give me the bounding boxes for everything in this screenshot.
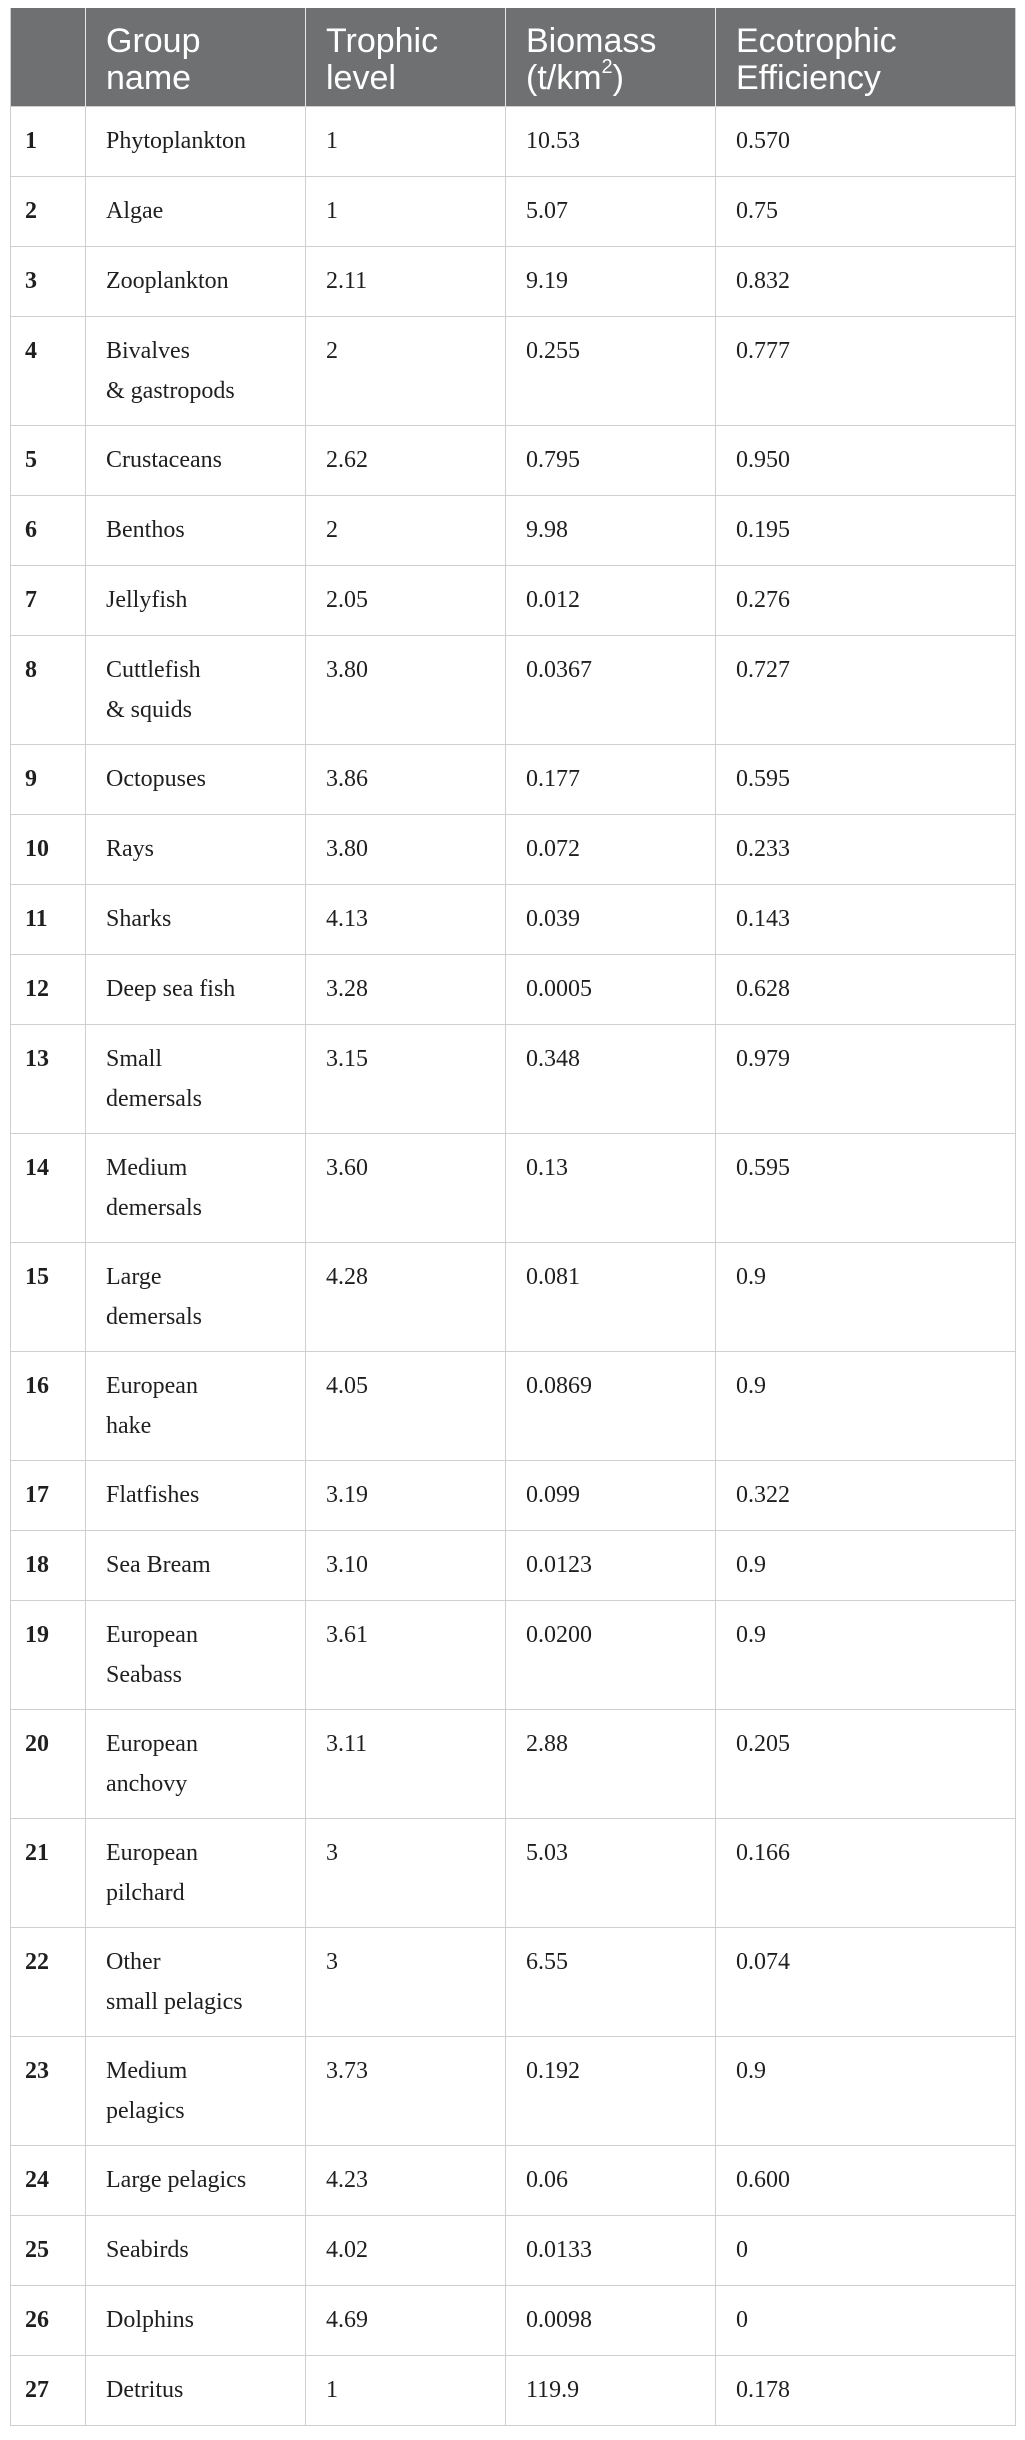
- table-row: [11, 107, 1016, 177]
- trophic-level-cell: 3.19: [306, 1461, 506, 1531]
- row-number-cell: 10: [11, 815, 86, 885]
- ecotrophic-efficiency-cell: 0.595: [716, 745, 1016, 815]
- group-name-cell: [86, 2356, 306, 2426]
- biomass-cell: 0.348: [506, 1025, 716, 1134]
- ecotrophic-efficiency-cell: 0.595: [716, 1134, 1016, 1243]
- row-number-cell: 12: [11, 955, 86, 1025]
- group-name-cell: [86, 1819, 306, 1928]
- group-name-line: Large: [106, 1264, 162, 1290]
- table-row: [11, 566, 1016, 636]
- group-name-line: Rays: [106, 836, 154, 862]
- group-name-cell: [86, 1601, 306, 1710]
- table-row: [11, 2356, 1016, 2426]
- trophic-level-cell: 4.05: [306, 1352, 506, 1461]
- row-number-cell: 16: [11, 1352, 86, 1461]
- group-name-cell: [86, 2146, 306, 2216]
- ecotrophic-efficiency-cell: 0.727: [716, 636, 1016, 745]
- header-ecotrophic-efficiency: Ecotrophic Efficiency: [716, 8, 1016, 107]
- group-name-line: Benthos: [106, 517, 185, 543]
- table-row: [11, 1134, 1016, 1243]
- group-name-line-2: pilchard: [106, 1880, 185, 1906]
- group-name-line: Deep sea fish: [106, 976, 236, 1002]
- table-row: [11, 1243, 1016, 1352]
- ecotrophic-efficiency-cell: 0.074: [716, 1928, 1016, 2037]
- trophic-level-cell: 4.28: [306, 1243, 506, 1352]
- row-number-cell: 22: [11, 1928, 86, 2037]
- row-number-cell: 15: [11, 1243, 86, 1352]
- trophic-level-cell: 4.23: [306, 2146, 506, 2216]
- trophic-level-cell: 2: [306, 317, 506, 426]
- table-row: [11, 1531, 1016, 1601]
- group-name-cell: [86, 247, 306, 317]
- group-name-line: Crustaceans: [106, 447, 222, 473]
- trophic-level-cell: 1: [306, 2356, 506, 2426]
- biomass-cell: 5.03: [506, 1819, 716, 1928]
- group-name-cell: [86, 317, 306, 426]
- biomass-cell: 0.13: [506, 1134, 716, 1243]
- ecotrophic-efficiency-cell: 0.777: [716, 317, 1016, 426]
- group-name-cell: [86, 2286, 306, 2356]
- ecotrophic-efficiency-cell: 0.600: [716, 2146, 1016, 2216]
- group-name-line: Sharks: [106, 906, 172, 932]
- group-name-line-2: small pelagics: [106, 1989, 243, 2015]
- header-biomass-superscript: 2: [601, 55, 613, 78]
- row-number-cell: 11: [11, 885, 86, 955]
- group-name-line-2: anchovy: [106, 1771, 188, 1797]
- trophic-level-cell: 3.80: [306, 636, 506, 745]
- trophic-level-cell: 3.11: [306, 1710, 506, 1819]
- table-row: [11, 1025, 1016, 1134]
- table-row: [11, 1601, 1016, 1710]
- table-row: [11, 1352, 1016, 1461]
- row-number-cell: 1: [11, 107, 86, 177]
- group-name-line: Zooplankton: [106, 268, 229, 294]
- row-number-cell: 20: [11, 1710, 86, 1819]
- trophic-level-cell: 2.11: [306, 247, 506, 317]
- group-name-line: Sea Bream: [106, 1552, 211, 1578]
- trophic-level-cell: 4.13: [306, 885, 506, 955]
- biomass-cell: 0.255: [506, 317, 716, 426]
- table-row: [11, 1710, 1016, 1819]
- group-name-cell: [86, 1352, 306, 1461]
- table-row: [11, 885, 1016, 955]
- ecotrophic-efficiency-cell: 0.143: [716, 885, 1016, 955]
- row-number-cell: 14: [11, 1134, 86, 1243]
- group-name-cell: [86, 636, 306, 745]
- table-row: [11, 1928, 1016, 2037]
- trophic-level-cell: 4.02: [306, 2216, 506, 2286]
- biomass-cell: 0.06: [506, 2146, 716, 2216]
- ecotrophic-efficiency-cell: 0.9: [716, 1352, 1016, 1461]
- table-header: [11, 8, 1016, 107]
- row-number-cell: 19: [11, 1601, 86, 1710]
- group-name-line: Bivalves: [106, 338, 190, 364]
- group-name-line: Jellyfish: [106, 587, 188, 613]
- biomass-cell: 10.53: [506, 107, 716, 177]
- group-name-line-2: Seabass: [106, 1662, 182, 1688]
- group-name-cell: [86, 2216, 306, 2286]
- row-number-cell: 25: [11, 2216, 86, 2286]
- biomass-cell: 0.0133: [506, 2216, 716, 2286]
- biomass-cell: 0.099: [506, 1461, 716, 1531]
- ecotrophic-efficiency-cell: 0.75: [716, 177, 1016, 247]
- group-name-line-2: demersals: [106, 1304, 202, 1330]
- group-name-cell: [86, 1025, 306, 1134]
- trophic-level-cell: 3.80: [306, 815, 506, 885]
- row-number-cell: 13: [11, 1025, 86, 1134]
- group-name-line: Large pelagics: [106, 2167, 247, 2193]
- group-name-line-2: demersals: [106, 1086, 202, 1112]
- row-number-cell: 26: [11, 2286, 86, 2356]
- group-name-line: Algae: [106, 198, 164, 224]
- table-row: [11, 247, 1016, 317]
- header-trophic-level: Trophic level: [306, 8, 506, 107]
- group-name-line: Flatfishes: [106, 1482, 200, 1508]
- table-row: [11, 426, 1016, 496]
- group-name-cell: [86, 885, 306, 955]
- trophic-level-cell: 4.69: [306, 2286, 506, 2356]
- biomass-cell: 0.0367: [506, 636, 716, 745]
- biomass-cell: 0.0098: [506, 2286, 716, 2356]
- table-row: [11, 955, 1016, 1025]
- biomass-cell: 5.07: [506, 177, 716, 247]
- biomass-cell: 0.0869: [506, 1352, 716, 1461]
- table-row: [11, 2216, 1016, 2286]
- group-name-cell: [86, 815, 306, 885]
- group-name-line-2: pelagics: [106, 2098, 185, 2124]
- biomass-cell: 2.88: [506, 1710, 716, 1819]
- header-number: [11, 8, 86, 107]
- table-row: [11, 177, 1016, 247]
- ecotrophic-efficiency-cell: 0.832: [716, 247, 1016, 317]
- biomass-cell: 0.0123: [506, 1531, 716, 1601]
- ecotrophic-efficiency-cell: 0.166: [716, 1819, 1016, 1928]
- biomass-cell: 9.98: [506, 496, 716, 566]
- ecotrophic-efficiency-cell: 0.979: [716, 1025, 1016, 1134]
- ecotrophic-efficiency-cell: 0.322: [716, 1461, 1016, 1531]
- trophic-level-cell: 1: [306, 107, 506, 177]
- row-number-cell: 27: [11, 2356, 86, 2426]
- trophic-level-cell: 3.73: [306, 2037, 506, 2146]
- header-biomass: [506, 8, 716, 107]
- row-number-cell: 21: [11, 1819, 86, 1928]
- trophic-level-cell: 3.60: [306, 1134, 506, 1243]
- group-name-cell: [86, 1243, 306, 1352]
- row-number-cell: 17: [11, 1461, 86, 1531]
- ecotrophic-efficiency-cell: 0: [716, 2286, 1016, 2356]
- ecotrophic-efficiency-cell: 0: [716, 2216, 1016, 2286]
- trophic-level-cell: 3: [306, 1819, 506, 1928]
- row-number-cell: 8: [11, 636, 86, 745]
- row-number-cell: 6: [11, 496, 86, 566]
- ecotrophic-efficiency-cell: 0.9: [716, 1531, 1016, 1601]
- data-table-container: [10, 8, 1015, 2426]
- row-number-cell: 5: [11, 426, 86, 496]
- row-number-cell: 2: [11, 177, 86, 247]
- group-name-line-2: hake: [106, 1413, 152, 1439]
- group-name-line: Small: [106, 1046, 163, 1072]
- group-name-line: European: [106, 1373, 198, 1399]
- biomass-cell: 0.0200: [506, 1601, 716, 1710]
- trophic-groups-table: [10, 8, 1016, 2426]
- biomass-cell: 9.19: [506, 247, 716, 317]
- group-name-cell: [86, 1531, 306, 1601]
- ecotrophic-efficiency-cell: 0.276: [716, 566, 1016, 636]
- row-number-cell: 3: [11, 247, 86, 317]
- group-name-line: Other: [106, 1949, 161, 1975]
- biomass-cell: 0.177: [506, 745, 716, 815]
- ecotrophic-efficiency-cell: 0.950: [716, 426, 1016, 496]
- trophic-level-cell: 1: [306, 177, 506, 247]
- table-row: [11, 745, 1016, 815]
- group-name-line: European: [106, 1840, 198, 1866]
- group-name-cell: [86, 1928, 306, 2037]
- table-row: [11, 1461, 1016, 1531]
- header-biomass-text: Biomass (t/km: [526, 22, 657, 97]
- table-row: [11, 2146, 1016, 2216]
- biomass-cell: 119.9: [506, 2356, 716, 2426]
- group-name-line: European: [106, 1731, 198, 1757]
- group-name-line-2: & squids: [106, 697, 193, 723]
- trophic-level-cell: 3.86: [306, 745, 506, 815]
- group-name-cell: [86, 2037, 306, 2146]
- biomass-cell: 0.072: [506, 815, 716, 885]
- trophic-level-cell: 3.15: [306, 1025, 506, 1134]
- ecotrophic-efficiency-cell: 0.628: [716, 955, 1016, 1025]
- trophic-level-cell: 3.10: [306, 1531, 506, 1601]
- ecotrophic-efficiency-cell: 0.178: [716, 2356, 1016, 2426]
- group-name-line: Octopuses: [106, 766, 206, 792]
- ecotrophic-efficiency-cell: 0.195: [716, 496, 1016, 566]
- header-row: [11, 8, 1016, 107]
- table-row: [11, 317, 1016, 426]
- trophic-level-cell: 2: [306, 496, 506, 566]
- trophic-level-cell: 2.62: [306, 426, 506, 496]
- group-name-line: Cuttlefish: [106, 657, 201, 683]
- group-name-line-2: demersals: [106, 1195, 202, 1221]
- group-name-cell: [86, 745, 306, 815]
- group-name-cell: [86, 177, 306, 247]
- group-name-cell: [86, 107, 306, 177]
- group-name-line-2: & gastropods: [106, 378, 235, 404]
- biomass-cell: 0.192: [506, 2037, 716, 2146]
- table-row: [11, 636, 1016, 745]
- ecotrophic-efficiency-cell: 0.205: [716, 1710, 1016, 1819]
- table-row: [11, 2286, 1016, 2356]
- group-name-cell: [86, 496, 306, 566]
- trophic-level-cell: 3: [306, 1928, 506, 2037]
- group-name-line: European: [106, 1622, 198, 1648]
- group-name-cell: [86, 1134, 306, 1243]
- table-row: [11, 496, 1016, 566]
- biomass-cell: 6.55: [506, 1928, 716, 2037]
- row-number-cell: 24: [11, 2146, 86, 2216]
- row-number-cell: 18: [11, 1531, 86, 1601]
- ecotrophic-efficiency-cell: 0.570: [716, 107, 1016, 177]
- ecotrophic-efficiency-cell: 0.9: [716, 1243, 1016, 1352]
- row-number-cell: 4: [11, 317, 86, 426]
- group-name-cell: [86, 1710, 306, 1819]
- biomass-cell: 0.012: [506, 566, 716, 636]
- header-biomass-close: ): [612, 59, 624, 97]
- biomass-cell: 0.0005: [506, 955, 716, 1025]
- group-name-line: Dolphins: [106, 2307, 195, 2333]
- trophic-level-cell: 2.05: [306, 566, 506, 636]
- row-number-cell: 7: [11, 566, 86, 636]
- trophic-level-cell: 3.28: [306, 955, 506, 1025]
- biomass-cell: 0.039: [506, 885, 716, 955]
- header-group-name: Group name: [86, 8, 306, 107]
- group-name-cell: [86, 426, 306, 496]
- group-name-cell: [86, 1461, 306, 1531]
- group-name-line: Phytoplankton: [106, 128, 247, 154]
- ecotrophic-efficiency-cell: 0.233: [716, 815, 1016, 885]
- group-name-cell: [86, 566, 306, 636]
- ecotrophic-efficiency-cell: 0.9: [716, 1601, 1016, 1710]
- group-name-line: Seabirds: [106, 2237, 189, 2263]
- row-number-cell: 9: [11, 745, 86, 815]
- ecotrophic-efficiency-cell: 0.9: [716, 2037, 1016, 2146]
- row-number-cell: 23: [11, 2037, 86, 2146]
- table-body: [11, 107, 1016, 2426]
- biomass-cell: 0.795: [506, 426, 716, 496]
- group-name-line: Medium: [106, 2058, 188, 2084]
- group-name-line: Detritus: [106, 2377, 184, 2403]
- group-name-line: Medium: [106, 1155, 188, 1181]
- biomass-cell: 0.081: [506, 1243, 716, 1352]
- table-row: [11, 815, 1016, 885]
- group-name-cell: [86, 955, 306, 1025]
- table-row: [11, 1819, 1016, 1928]
- table-row: [11, 2037, 1016, 2146]
- trophic-level-cell: 3.61: [306, 1601, 506, 1710]
